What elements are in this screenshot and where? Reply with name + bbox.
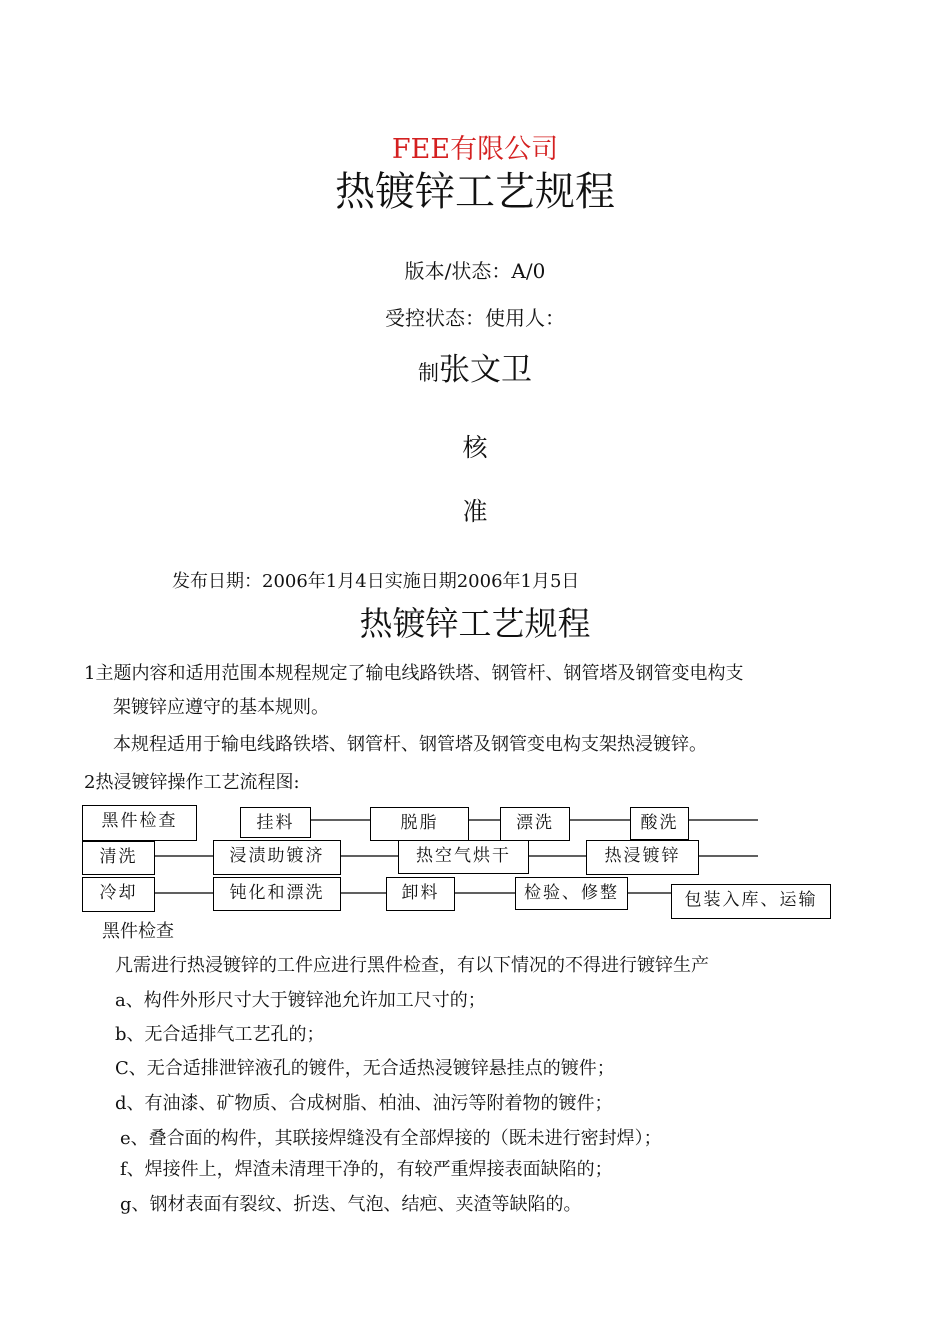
dates-line: 发布日期：2006年1月4日实施日期2006年1月5日 [172,571,580,592]
flow-box-rinse: 漂洗 [500,807,570,841]
prepared-label: 制 [418,361,439,385]
section-title: 热镀锌工艺规程 [359,604,591,643]
flow-box-hot-air-dry: 热空气烘干 [398,840,529,874]
section-2-heading: 2热浸镀锌操作工艺流程图: [84,772,300,793]
list-item: g、钢材表面有裂纹、折迭、气泡、结疤、夹渣等缺陷的。 [120,1194,582,1215]
intro-paragraph: 凡需进行热浸镀锌的工件应进行黑件检查，有以下情况的不得进行镀锌生产 [115,955,709,976]
approve-label: 准 [462,497,488,526]
list-item: a、构件外形尺寸大于镀锌池允许加工尺寸的； [115,990,486,1011]
list-item: d、有油漆、矿物质、合成树脂、柏油、油污等附着物的镀件； [115,1093,613,1114]
version-status: 版本/状态：A/0 [404,259,546,283]
section-1-line-3: 本规程适用于输电线路铁塔、钢管杆、钢管塔及钢管变电构支架热浸镀锌。 [113,734,707,755]
prepared-name: 张文卫 [439,352,532,388]
section-1-line-2: 架镀锌应遵守的基本规则。 [113,697,329,718]
review-label: 核 [462,433,488,462]
subsection-heading: 黑件检查 [102,921,174,942]
flow-box-cooling: 冷却 [82,877,155,912]
flow-box-pack-ship: 包装入库、运输 [671,884,831,919]
flow-box-unload: 卸料 [386,877,455,911]
flow-box-passivate: 钝化和漂洗 [213,877,341,911]
flow-box-wash: 清洗 [82,841,155,875]
list-item: e、叠合面的构件，其联接焊缝没有全部焊接的（既未进行密封焊）； [120,1128,662,1149]
flow-box-degrease: 脱脂 [370,807,469,841]
flow-box-hang: 挂料 [240,807,311,838]
company-name: FEE有限公司 [391,134,559,165]
flow-box-inspect: 检验、修整 [515,877,628,910]
flow-box-hot-dip: 热浸镀锌 [586,840,699,875]
section-1-line-1: 1主题内容和适用范围本规程规定了输电线路铁塔、钢管杆、钢管塔及钢管变电构支 [84,663,744,684]
list-item: b、无合适排气工艺孔的； [115,1024,325,1045]
flow-box-black-check: 黑件检查 [82,805,197,841]
list-item: C、无合适排泄锌液孔的镀件，无合适热浸镀锌悬挂点的镀件； [115,1058,615,1079]
control-status: 受控状态：使用人： [385,306,565,330]
list-item: f、焊接件上，焊渣未清理干净的，有较严重焊接表面缺陷的； [120,1159,613,1180]
flow-box-pickle: 酸洗 [630,807,689,840]
flow-box-flux: 浸渍助镀济 [213,840,341,875]
document-title: 热镀锌工艺规程 [335,169,615,215]
